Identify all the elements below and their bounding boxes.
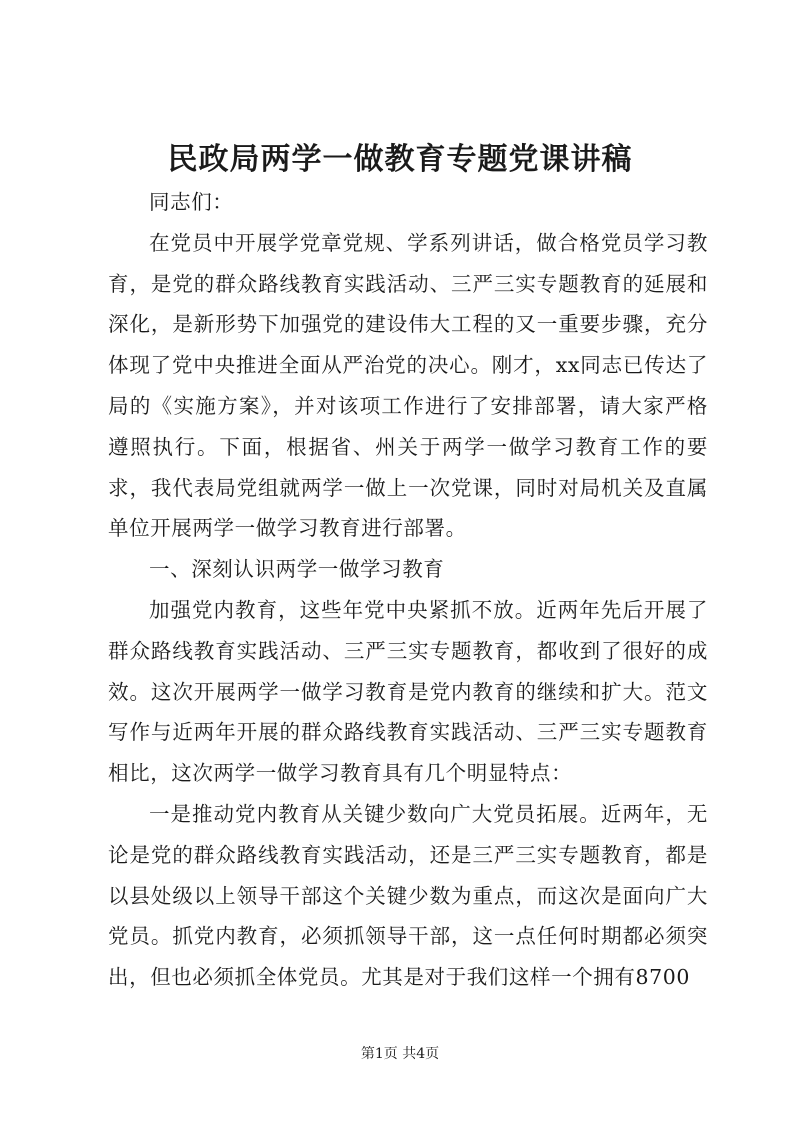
paragraph-intro: 在党员中开展学党章党规、学系列讲话，做合格党员学习教育，是党的群众路线教育实践活动、三严三实专题教育的延展和深化，是新形势下加强党的建设伟大工程的又一重要步骤，充分体现了党中央推进全面从严治党的决心。刚才，xx同志已传达了局的《实施方案》，并对该项工作进行了安排部署，请大家严格遵照执行。下面，根据省、州关于两学一做学习教育工作的要求，我代表局党组就两学一做上一次党课，同时对局机关及直属单位开展两学一做学习教育进行部署。 bbox=[108, 230, 708, 541]
salutation: 同志们： bbox=[149, 190, 234, 214]
document-body bbox=[108, 182, 708, 998]
document-title: 民政局两学一做教育专题党课讲稿 bbox=[167, 142, 633, 177]
paragraph-background: 加强党内教育，这些年党中央紧抓不放。近两年先后开展了群众路线教育实践活动、三严三实专题教育，都收到了很好的成效。这次开展两学一做学习教育是党内教育的继续和扩大。范文写作与近两年开展的群众路线教育实践活动、三严三实专题教育相比，这次两学一做学习教育具有几个明显特点： bbox=[108, 597, 708, 786]
section-heading: 一、深刻认识两学一做学习教育 bbox=[149, 557, 445, 582]
page-number: 第1页 共4页 bbox=[360, 1046, 440, 1062]
paragraph-feature-one: 一是推动党内教育从关键少数向广大党员拓展。近两年，无论是党的群众路线教育实践活动，还是三严三实专题教育，都是以县处级以上领导干部这个关键少数为重点，而这次是面向广大党员。抓党内教育，必须抓领导干部，这一点任何时期都必须突出，但也必须抓全体党员。尤其是对于我们这样一个拥有8700 bbox=[108, 801, 708, 990]
